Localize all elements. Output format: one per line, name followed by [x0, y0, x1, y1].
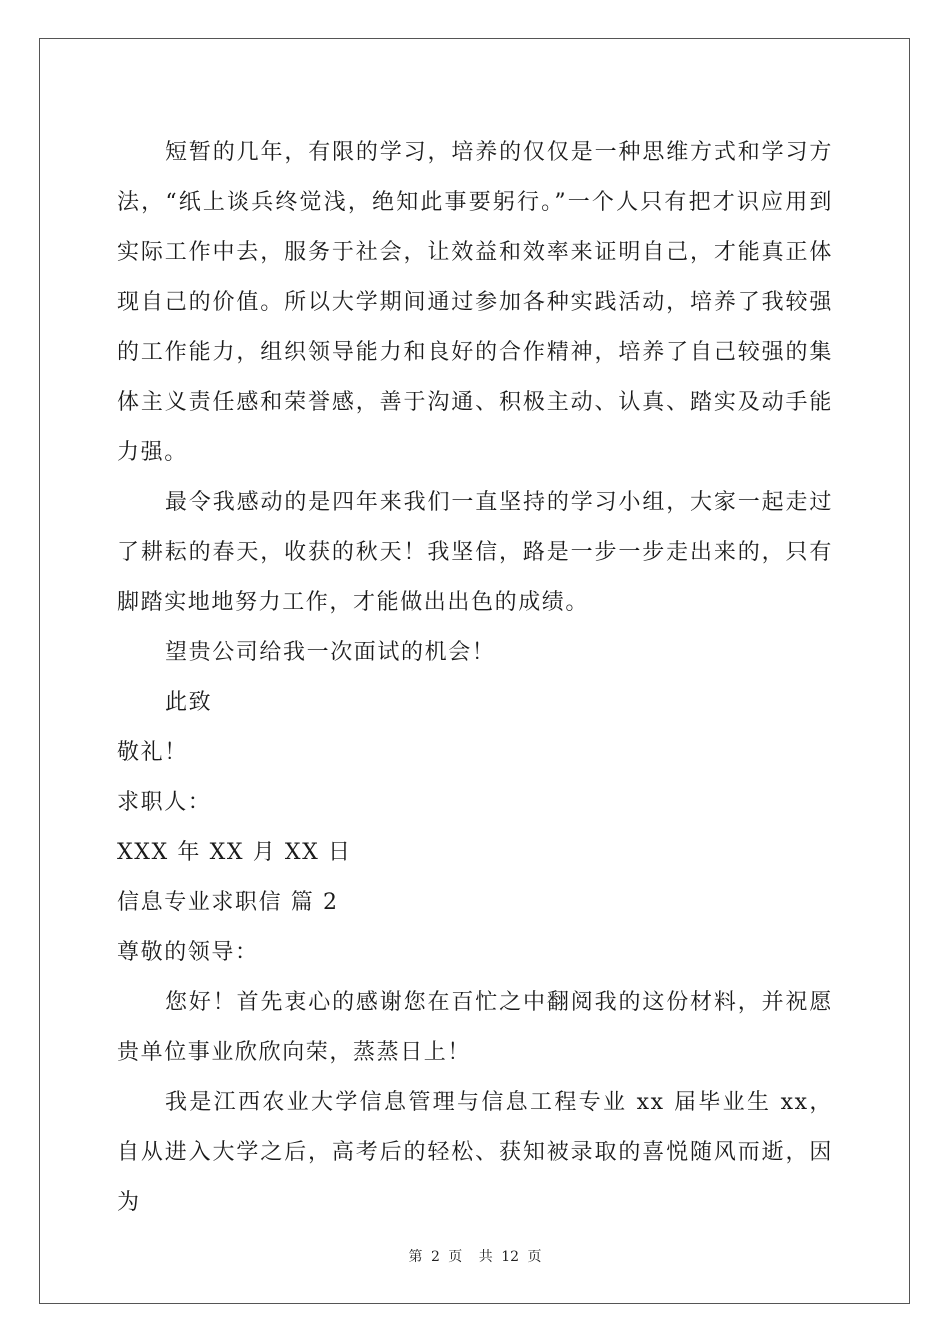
page-number: 第 2 页 [408, 1249, 463, 1265]
closing-regards: 敬礼！ [117, 740, 188, 765]
paragraph-interview-request: 望贵公司给我一次面试的机会！ [165, 640, 496, 665]
page-total: 共 12 页 [478, 1249, 542, 1265]
applicant-label: 求职人： [117, 790, 212, 815]
page-footer [0, 1246, 950, 1266]
paragraph-study-group: 最令我感动的是四年来我们一直坚持的学习小组，大家一起走过了耕耘的春天，收获的秋天！我坚信，路是一步一步走出来的，只有脚踏实地地努力工作，才能做出出色的成绩。 [117, 490, 833, 615]
paragraph-introduction: 我是江西农业大学信息管理与信息工程专业 xx 届毕业生 xx，自从进入大学之后，高考后的轻松、获知被录取的喜悦随风而逝，因为 [117, 1090, 833, 1215]
paragraph-thanks: 您好！首先衷心的感谢您在百忙之中翻阅我的这份材料，并祝愿贵单位事业欣欣向荣，蒸蒸日上！ [117, 990, 833, 1065]
closing-salutation: 此致 [165, 690, 213, 715]
paragraph-practice: 短暂的几年，有限的学习，培养的仅仅是一种思维方式和学习方法，“纸上谈兵终觉浅，绝知此事要躬行。”一个人只有把才识应用到实际工作中去，服务于社会，让效益和效率来证明自己，才能真正体现自己的价值。所以大学期间通过参加各种实践活动，培养了我较强的工作能力，组织领导能力和良好的合作精神，培养了自己较强的集体主义责任感和荣誉感，善于沟通、积极主动、认真、踏实及动手能力强。 [117, 140, 833, 465]
document-body [117, 128, 833, 1228]
date-line: XXX 年 XX 月 XX 日 [117, 840, 352, 865]
section-heading: 信息专业求职信 篇 2 [117, 890, 339, 915]
greeting: 尊敬的领导： [117, 940, 259, 965]
